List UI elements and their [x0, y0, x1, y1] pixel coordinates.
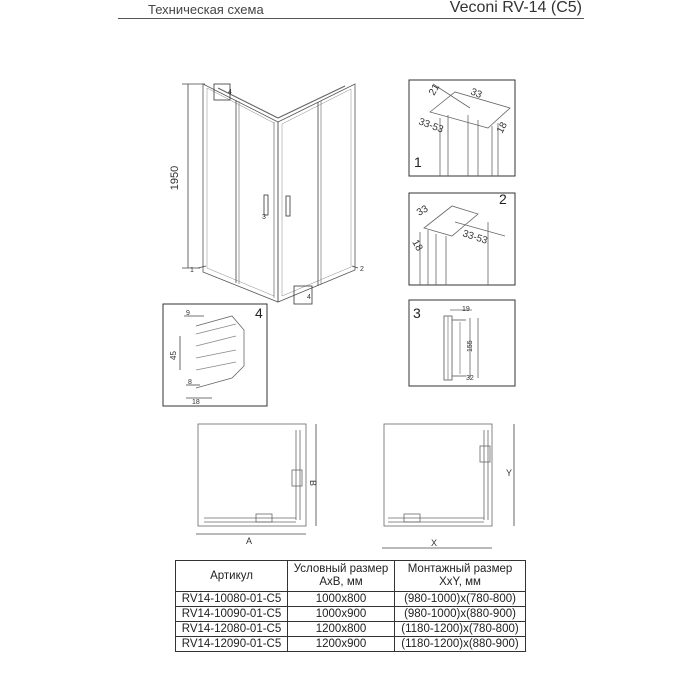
- table-row: [176, 622, 526, 637]
- callout-3: 3: [262, 214, 266, 221]
- plan-right-width-label: X: [431, 538, 438, 548]
- col-header-nominal-text: Условный размер АхВ, мм: [293, 563, 389, 588]
- detail-4-number: 4: [255, 305, 263, 321]
- table-row: [176, 592, 526, 607]
- detail-4-dim-9: 9: [186, 310, 190, 317]
- callout-2: 2: [360, 266, 364, 273]
- cell-article: RV14-12080-01-C5: [176, 622, 288, 637]
- cell-mounting: (980-1000)x(780-800): [395, 592, 526, 607]
- sizes-table: [175, 560, 526, 652]
- callout-1: 1: [190, 267, 194, 274]
- table-header-row: [176, 561, 526, 592]
- col-header-nominal-size: [288, 561, 395, 592]
- cell-mounting: (980-1000)x(880-900): [395, 607, 526, 622]
- detail-1: [409, 80, 515, 176]
- detail-2-dim-18: 18: [409, 238, 425, 254]
- detail-4-dim-45: 45: [169, 351, 178, 360]
- cell-nominal: 1000x800: [288, 592, 395, 607]
- detail-1-dim-21: 21: [427, 82, 443, 98]
- cell-nominal: 1200x900: [288, 637, 395, 652]
- table-row: [176, 637, 526, 652]
- detail-4-dim-8: 8: [188, 379, 192, 386]
- detail-3-dim-19: 19: [462, 306, 470, 313]
- detail-1-dim-18: 18: [494, 120, 510, 136]
- col-header-mounting-size: [395, 561, 526, 592]
- plan-right-depth-label: Y: [506, 468, 513, 478]
- cell-article: RV14-12090-01-C5: [176, 637, 288, 652]
- detail-3-dim-155: 155: [467, 340, 474, 352]
- cell-article: RV14-10090-01-C5: [176, 607, 288, 622]
- detail-2-dim-33: 33: [415, 203, 431, 219]
- detail-4-dim-18: 18: [192, 399, 200, 406]
- cell-nominal: 1000x900: [288, 607, 395, 622]
- detail-1-dim-33-53: 33-53: [416, 116, 445, 136]
- plan-left-depth-label: B: [308, 480, 318, 487]
- detail-2: [409, 191, 515, 285]
- col-header-mounting-text: Монтажный размер XxY, мм: [407, 563, 513, 588]
- plan-left: [196, 424, 318, 546]
- detail-2-dim-33-53: 33-53: [461, 228, 489, 247]
- cell-mounting: (1180-1200)x(880-900): [395, 637, 526, 652]
- detail-1-number: 1: [414, 154, 422, 170]
- height-dimension: 1950: [169, 165, 181, 191]
- detail-3-dim-32: 32: [466, 375, 474, 382]
- detail-2-number: 2: [499, 191, 507, 207]
- detail-3: [409, 300, 515, 386]
- cell-nominal: 1200x800: [288, 622, 395, 637]
- callout-4-top: 4: [228, 89, 232, 96]
- cell-mounting: (1180-1200)x(780-800): [395, 622, 526, 637]
- detail-4: [163, 304, 267, 406]
- col-header-article: Артикул: [176, 561, 288, 592]
- table-row: [176, 607, 526, 622]
- callout-4-bottom: 4: [307, 294, 311, 301]
- cell-article: RV14-10080-01-C5: [176, 592, 288, 607]
- plan-left-width-label: A: [246, 536, 253, 546]
- detail-1-dim-33: 33: [468, 86, 484, 101]
- doc-type-title: Техническая схема: [148, 2, 264, 17]
- plan-right: [382, 424, 514, 548]
- detail-3-number: 3: [413, 305, 421, 321]
- main-elevation: [169, 84, 364, 304]
- model-title: Veconi RV-14 (C5): [449, 0, 582, 16]
